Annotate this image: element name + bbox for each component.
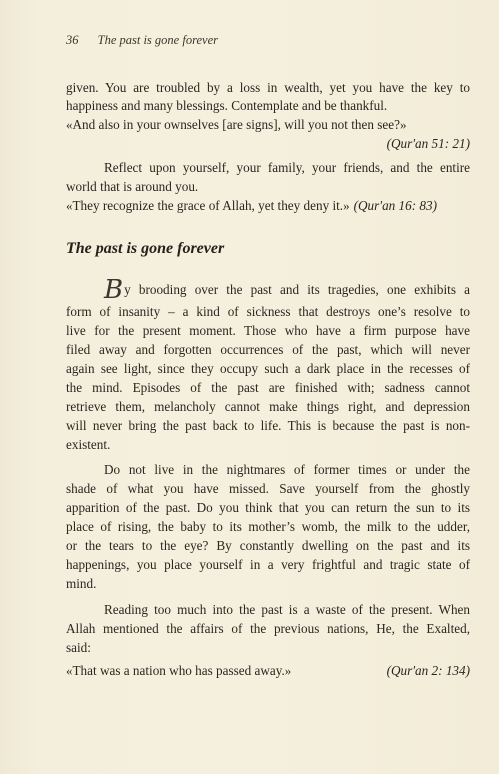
text-line: form of insanity – a kind of sickness that destroys one’s resolve to <box>66 304 470 319</box>
running-head-title: The past is gone forever <box>97 33 218 47</box>
quran-quote: «And also in your ownselves [are signs], will you not then see?» <box>66 117 407 132</box>
section-heading: The past is gone forever <box>66 240 225 257</box>
text-line: place of rising, the baby to its mother’s womb, the milk to the udder, <box>66 519 470 534</box>
running-head <box>66 33 218 48</box>
text-line: or the tears to the eye? By constantly dwelling on the past and its <box>66 538 470 553</box>
text-line: given. You are troubled by a loss in wealth, yet you have the key to <box>66 80 470 95</box>
drop-cap: B <box>104 275 124 305</box>
quote-reference: (Qur'an 51: 21) <box>386 136 470 151</box>
text-line: filed away and forgotten occurrences of the past, which will never <box>66 342 470 357</box>
text-line: live for the present moment. Those who have a firm purpose have <box>66 323 470 338</box>
text-line: happenings, you place yourself in a very frightful and tragic state of <box>66 557 470 572</box>
text-line: Allah mentioned the affairs of the previous nations, He, the Exalted, <box>66 621 470 636</box>
page-number: 36 <box>66 33 79 47</box>
text-line: again see light, since they occupy such a dark place in the recesses of <box>66 361 470 376</box>
text-line: Reflect upon yourself, your family, your friends, and the entire <box>104 160 470 175</box>
text-line: world that is around you. <box>66 179 199 194</box>
text-line: shade of what you have missed. Save yourself from the ghostly <box>66 481 470 496</box>
quote-text: They recognize the grace of Allah, yet they deny it. <box>72 198 344 213</box>
text-line: Reading too much into the past is a waste of the present. When <box>104 602 470 617</box>
text-line: the mind. Episodes of the past are finished with; sadness cannot <box>66 380 470 395</box>
quran-quote: «They recognize the grace of Allah, yet they deny it.» (Qur'an 16: 83) <box>66 198 438 213</box>
text-line: apparition of the past. Do you think that you can return the sun to its <box>66 500 470 515</box>
text-line: said: <box>66 640 91 655</box>
text-line: Do not live in the nightmares of former times or under the <box>104 462 470 477</box>
text-line: retrieve them, melancholy cannot make things right, and depression <box>66 399 470 414</box>
quote-reference: (Qur'an 16: 83) <box>353 198 438 213</box>
quote-text: That was a nation who has passed away. <box>72 663 285 678</box>
quote-reference: (Qur'an 2: 134) <box>386 663 470 678</box>
quran-quote: «That was a nation who has passed away.» <box>66 663 292 678</box>
text-line: happiness and many blessings. Contemplate and be thankful. <box>66 98 388 113</box>
text-line: mind. <box>66 576 97 591</box>
text-line: will never bring the past back to life. This is because the past is non- <box>66 418 470 433</box>
quote-text: And also in your ownselves [are signs], will you not then see? <box>72 117 400 132</box>
text-line: existent. <box>66 437 111 452</box>
text-line: By brooding over the past and its tragedies, one exhibits a <box>104 275 470 305</box>
